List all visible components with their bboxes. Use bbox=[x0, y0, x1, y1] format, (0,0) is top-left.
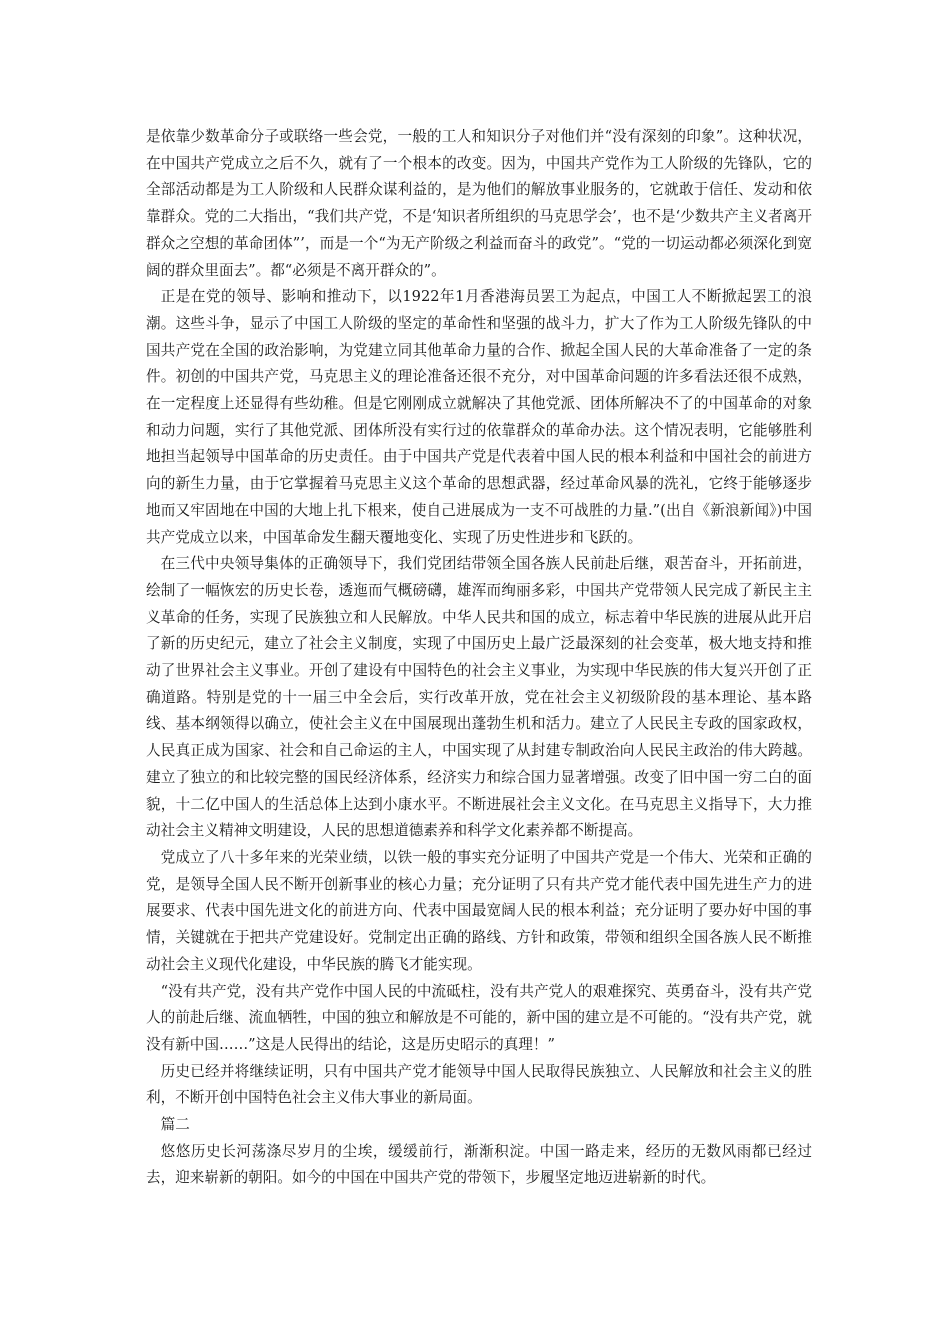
paragraph-5: “没有共产党，没有共产党作中国人民的中流砥柱，没有共产党人的艰难探究、英勇奋斗，没有共产党人的前赴后继、流血牺牲，中国的独立和解放是不可能的，新中国的建立是不可能的。“没有共产党，就没有新中国……”这是人民得出的结论，这是历史昭示的真理！” bbox=[146, 982, 812, 1053]
paragraph-3: 在三代中央领导集体的正确领导下，我们党团结带领全国各族人民前赴后继，艰苦奋斗，开拓前进，绘制了一幅恢宏的历史长卷，透迤而气概磅礴，雄浑而绚丽多彩，中国共产党带领人民完成了新民主主义革命的任务，实现了民族独立和人民解放。中华人民共和国的成立，标志着中华民族的进展从此开启了新的历史纪元，建立了社会主义制度，实现了中国历史上最广泛最深刻的社会变革，极大地支持和推动了世界社会主义事业。开创了建设有中国特色的社会主义事业，为实现中华民族的伟大复兴开创了正确道路。特别是党的十一届三中全会后，实行改革开放，党在社会主义初级阶段的基本理论、基本路线、基本纲领得以确立，使社会主义在中国展现出蓬勃生机和活力。建立了人民民主专政的国家政权，人民真正成为国家、社会和自己命运的主人，中国实现了从封建专制政治向人民民主政治的伟大跨越。建立了独立的和比较完整的国民经济体系，经济实力和综合国力显著增强。改变了旧中国一穷二白的面貌，十二亿中国人的生活总体上达到小康水平。不断进展社会主义文化。在马克思主义指导下，大力推动社会主义精神文明建设，人民的思想道德素养和科学文化素养都不断提高。 bbox=[146, 555, 812, 840]
paragraph-2: 正是在党的领导、影响和推动下，以1922年1月香港海员罢工为起点，中国工人不断掀起罢工的浪潮。这些斗争，显示了中国工人阶级的坚定的革命性和坚强的战斗力，扩大了作为工人阶级先锋队的中国共产党在全国的政治影响，为党建立同其他革命力量的合作、掀起全国人民的大革命准备了一定的条件。初创的中国共产党，马克思主义的理论准备还很不充分，对中国革命问题的许多看法还很不成熟，在一定程度上还显得有些幼稚。但是它刚刚成立就解决了其他党派、团体所解决不了的中国革命的对象和动力问题，实行了其他党派、团体所没有实行过的依靠群众的革命办法。这个情况表明，它能够胜利地担当起领导中国革命的历史责任。由于中国共产党是代表着中国人民的根本利益和中国社会的前进方向的新生力量，由于它掌握着马克思主义这个革命的思想武器，经过革命风暴的洗礼，它终于能够逐步地而又牢固地在中国的大地上扎下根来，使自己进展成为一支不可战胜的力量.”(出自《新浪新闻》)中国共产党成立以来，中国革命发生翻天覆地变化、实现了历史性进步和飞跃的。 bbox=[146, 288, 812, 546]
paragraph-4: 党成立了八十多年来的光荣业绩，以铁一般的事实充分证明了中国共产党是一个伟大、光荣和正确的党，是领导全国人民不断开创新事业的核心力量；充分证明了只有共产党才能代表中国先进生产力的进展要求、代表中国先进文化的前进方向、代表中国最宽阔人民的根本利益；充分证明了要办好中国的事情，关键就在于把共产党建设好。党制定出正确的路线、方针和政策，带领和组织全国各族人民不断推动社会主义现代化建设，中华民族的腾飞才能实现。 bbox=[146, 848, 812, 973]
paragraph-6: 历史已经并将继续证明，只有中国共产党才能领导中国人民取得民族独立、人民解放和社会主义的胜利，不断开创中国特色社会主义伟大事业的新局面。 bbox=[146, 1062, 812, 1107]
paragraph-7: 悠悠历史长河荡涤尽岁月的尘埃，缓缓前行，渐渐积淀。中国一路走来，经历的无数风雨都已经过去，迎来崭新的朝阳。如今的中国在中国共产党的带领下，步履坚定地迈进崭新的时代。 bbox=[146, 1142, 812, 1187]
paragraph-1: 是依靠少数革命分子或联络一些会党，一般的工人和知识分子对他们并“没有深刻的印象”。这种状况，在中国共产党成立之后不久，就有了一个根本的改变。因为，中国共产党作为工人阶级的先锋队，它的全部活动都是为工人阶级和人民群众谋利益的，是为他们的解放事业服务的，它就敢于信任、发动和依靠群众。党的二大指出，“我们共产党，不是‘知识者所组织的马克思学会’，也不是‘少数共产主义者离开群众之空想的革命团体”’，而是一个“为无产阶级之利益而奋斗的政党”。“党的一切运动都必须深化到宽阔的群众里面去”。都“必须是不离开群众的”。 bbox=[146, 128, 812, 279]
section-heading: 篇二 bbox=[160, 1116, 190, 1134]
document-page bbox=[146, 124, 812, 1192]
